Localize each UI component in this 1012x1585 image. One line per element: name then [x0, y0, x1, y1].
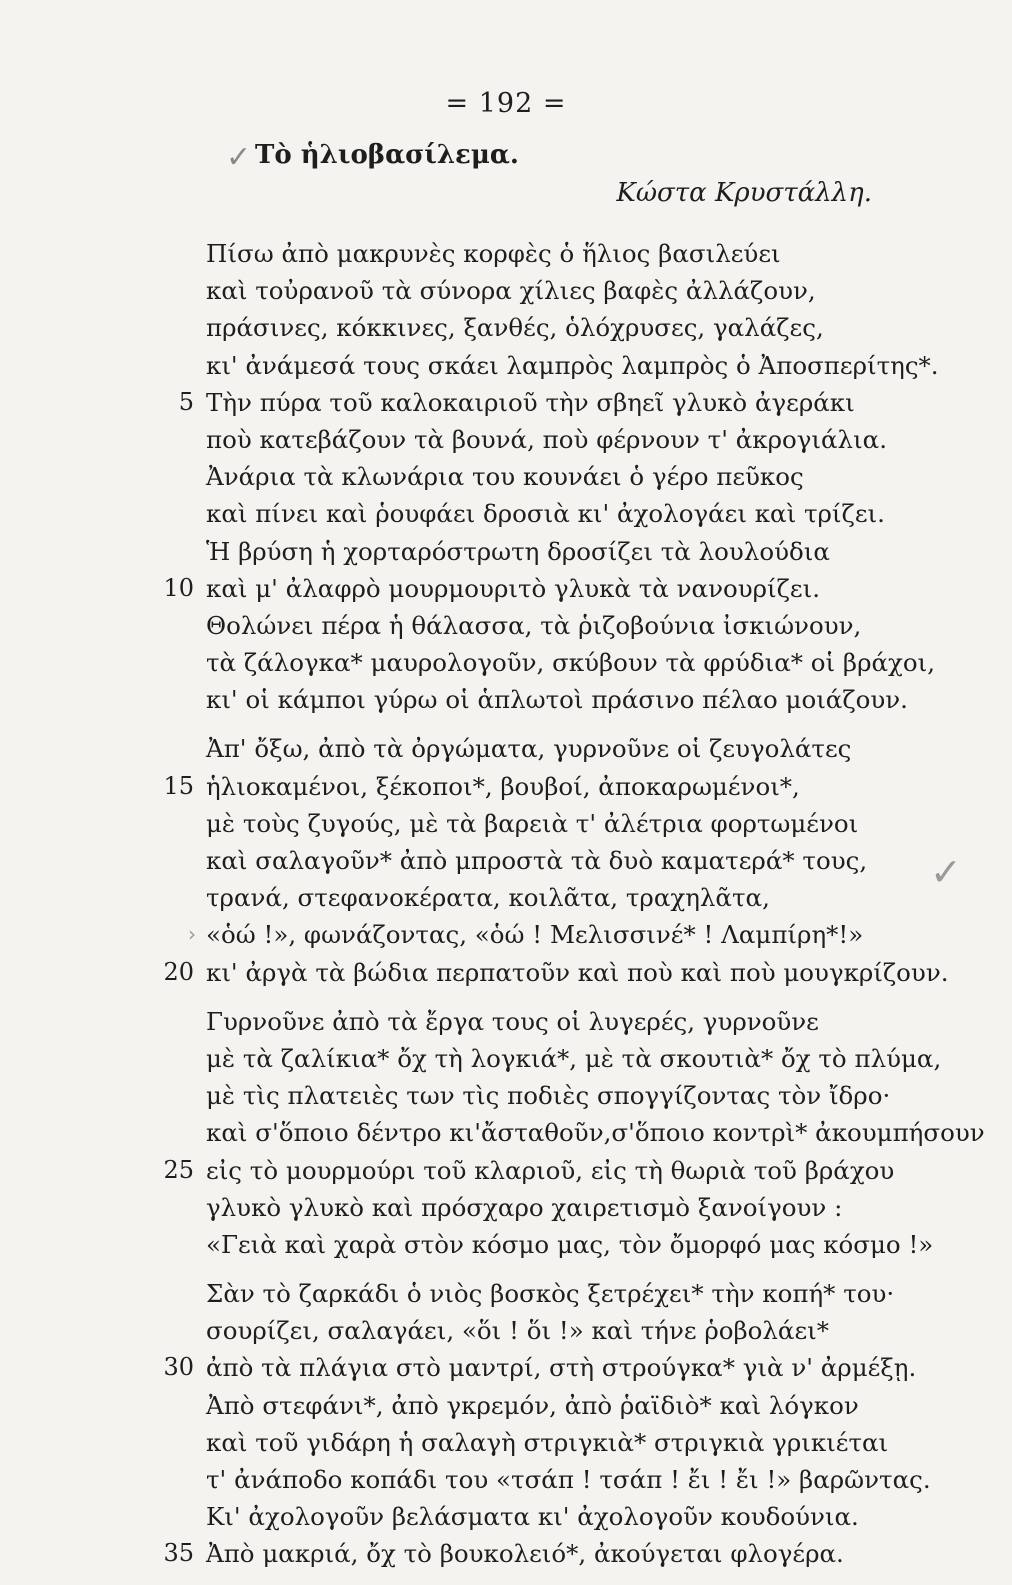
- line-text: Γυρνοῦνε ἀπὸ τὰ ἔργα τους οἱ λυγερές, γυρνοῦνε: [206, 1006, 819, 1036]
- page-number: = 192 =: [445, 88, 567, 119]
- pencil-check-mark-icon: ✓: [226, 140, 252, 175]
- line-text: ποὺ κατεβάζουν τὰ βουνά, ποὺ φέρνουν τ' ἀκρογιάλια.: [206, 424, 888, 454]
- poem-line: [0, 805, 1012, 842]
- margin-pencil-mark-icon: ›: [188, 922, 196, 946]
- poem-line: [0, 421, 1012, 458]
- poem-line: [0, 1498, 1012, 1535]
- stanza: [0, 1003, 1012, 1263]
- line-number: 25: [163, 1155, 194, 1184]
- line-text: καὶ τοὐρανοῦ τὰ σύνορα χίλιες βαφὲς ἀλλάζουν,: [206, 276, 816, 306]
- poem-line: [0, 533, 1012, 570]
- line-text: Ἀπὸ μακριά, ὄχ τὸ βουκολειό*, ἀκούγεται φλογέρα.: [206, 1539, 844, 1569]
- line-text: καὶ τοῦ γιδάρη ἡ σαλαγὴ στριγκιὰ* στριγκιὰ γρικιέται: [206, 1427, 889, 1457]
- poem-line: [0, 1003, 1012, 1040]
- line-text: τρανά, στεφανοκέρατα, κοιλᾶτα, τραχηλᾶτα,: [206, 883, 770, 913]
- line-number: 5: [178, 387, 194, 416]
- poem-line: [0, 1461, 1012, 1498]
- line-text: πράσινες, κόκκινες, ξανθές, ὁλόχρυσες, γαλάζες,: [206, 313, 824, 343]
- line-text: Ἀνάρια τὰ κλωνάρια του κουνάει ὁ γέρο πεῦκος: [206, 462, 804, 492]
- line-text: κι' οἱ κάμποι γύρω οἱ ἁπλωτοὶ πράσινο πέλαο μοιάζουν.: [206, 685, 908, 715]
- line-text: ἀπὸ τὰ πλάγια στὸ μαντρί, στὴ στρούγκα* γιὰ ν' ἀρμέξῃ.: [206, 1353, 917, 1383]
- line-text: μὲ τοὺς ζυγούς, μὲ τὰ βαρειὰ τ' ἀλέτρια φορτωμένοι: [206, 808, 859, 838]
- poem-line: [0, 309, 1012, 346]
- poem-line: [0, 1040, 1012, 1077]
- line-text: μὲ τὰ ζαλίκια* ὄχ τὴ λογκιά*, μὲ τὰ σκουτιὰ* ὄχ τὸ πλύμα,: [206, 1043, 942, 1073]
- poem-line: [0, 730, 1012, 767]
- line-text: κι' ἀνάμεσά τους σκάει λαμπρὸς λαμπρὸς ὁ Ἀποσπερίτης*.: [206, 350, 939, 380]
- poem-line: [0, 495, 1012, 532]
- poem-line: [0, 1387, 1012, 1424]
- line-text: Κι' ἀχολογοῦν βελάσματα κι' ἀχολογοῦν κουδούνια.: [206, 1502, 859, 1532]
- stanza: [0, 1275, 1012, 1573]
- line-text: κι' ἀργὰ τὰ βώδια περπατοῦν καὶ ποὺ καὶ ποὺ μουγκρίζουν.: [206, 957, 949, 987]
- stanza: [0, 730, 1012, 990]
- line-text: καὶ μ' ἀλαφρὸ μουρμουριτὸ γλυκὰ τὰ νανουρίζει.: [206, 573, 820, 603]
- line-text: τ' ἀνάποδο κοπάδι του «τσάπ ! τσάπ ! ἔι ! ἔι !» βαρῶντας.: [206, 1465, 931, 1494]
- poem-line: [0, 607, 1012, 644]
- line-number: 10: [163, 573, 194, 602]
- line-text: καὶ πίνει καὶ ῥουφάει δροσιὰ κι' ἀχολογάει καὶ τρίζει.: [206, 499, 885, 529]
- line-text: γλυκὸ γλυκὸ καὶ πρόσχαρο χαιρετισμὸ ξανοίγουν :: [206, 1192, 843, 1222]
- line-number: 30: [163, 1353, 194, 1382]
- line-text: Ἀπ' ὄξω, ἀπὸ τὰ ὀργώματα, γυρνοῦνε οἱ ζευγολάτες: [206, 734, 852, 764]
- poem-line: [0, 272, 1012, 309]
- poem-author: Κώστα Κρυστάλλη.: [616, 178, 872, 208]
- poem-line: [0, 1349, 1012, 1386]
- line-text: μὲ τὶς πλατειὲς των τὶς ποδιὲς σπογγίζοντας τὸν ἴδρο·: [206, 1081, 891, 1111]
- poem-body: [0, 235, 1012, 1585]
- line-text: Τὴν πύρα τοῦ καλοκαιριοῦ τὴν σβηεῖ γλυκὸ ἀγεράκι: [206, 387, 855, 417]
- poem-line: [0, 347, 1012, 384]
- poem-line: [0, 458, 1012, 495]
- poem-line: [0, 570, 1012, 607]
- line-text: Ἡ βρύση ἡ χορταρόστρωτη δροσίζει τὰ λουλούδια: [206, 536, 830, 566]
- poem-line: [0, 1535, 1012, 1572]
- line-text: Ἀπὸ στεφάνι*, ἀπὸ γκρεμόν, ἀπὸ ῥαϊδιὸ* καὶ λόγκον: [206, 1390, 859, 1420]
- line-text: εἰς τὸ μουρμούρι τοῦ κλαριοῦ, εἰς τὴ θωριὰ τοῦ βράχου: [206, 1155, 895, 1185]
- line-text: Σὰν τὸ ζαρκάδι ὁ νιὸς βοσκὸς ξετρέχει* τὴν κοπή* του·: [206, 1279, 895, 1309]
- poem-line: [0, 644, 1012, 681]
- line-text: ἡλιοκαμένοι, ξέκοποι*, βουβοί, ἀποκαρωμένοι*,: [206, 771, 800, 801]
- poem-line: [0, 879, 1012, 916]
- poem-line: [0, 235, 1012, 272]
- margin-check-mark-icon: ✓: [930, 850, 962, 894]
- line-text: τὰ ζάλογκα* μαυρολογοῦν, σκύβουν τὰ φρύδια* οἱ βράχοι,: [206, 648, 936, 678]
- line-number: 15: [163, 771, 194, 800]
- poem-line: [0, 1189, 1012, 1226]
- line-number: 20: [163, 957, 194, 986]
- poem-line: [0, 768, 1012, 805]
- poem-line: [0, 916, 1012, 953]
- line-text: καὶ σ'ὅποιο δέντρο κι'ἄσταθοῦν,σ'ὅποιο κοντρὶ* ἀκουμπήσουν: [206, 1118, 985, 1148]
- line-number: 35: [163, 1539, 194, 1568]
- line-text: «ὁώ !», φωνάζοντας, «ὁώ ! Μελισσινέ* ! Λαμπίρη*!»: [206, 920, 864, 950]
- stanza: [0, 235, 1012, 718]
- poem-line: [0, 1226, 1012, 1263]
- poem-line: [0, 1077, 1012, 1114]
- line-text: «Γειὰ καὶ χαρὰ στὸν κόσμο μας, τὸν ὄμορφό μας κόσμο !»: [206, 1229, 934, 1259]
- line-text: Θολώνει πέρα ἡ θάλασσα, τὰ ῥιζοβούνια ἰσκιώνουν,: [206, 610, 862, 640]
- poem-title: Τὸ ἡλιοβασίλεμα.: [255, 140, 519, 170]
- poem-line: [0, 681, 1012, 718]
- line-text: σουρίζει, σαλαγάει, «ὅι ! ὅι !» καὶ τήνε ῥοβολάει*: [206, 1316, 830, 1346]
- poem-line: [0, 954, 1012, 991]
- poem-line: [0, 1424, 1012, 1461]
- poem-line: [0, 1114, 1012, 1151]
- poem-line: [0, 842, 1012, 879]
- poem-line: [0, 384, 1012, 421]
- poem-line: [0, 1312, 1012, 1349]
- poem-line: [0, 1275, 1012, 1312]
- line-text: καὶ σαλαγοῦν* ἀπὸ μπροστὰ τὰ δυὸ καματερά* τους,: [206, 846, 868, 875]
- poem-line: [0, 1152, 1012, 1189]
- line-text: Πίσω ἀπὸ μακρυνὲς κορφὲς ὁ ἥλιος βασιλεύει: [206, 239, 781, 268]
